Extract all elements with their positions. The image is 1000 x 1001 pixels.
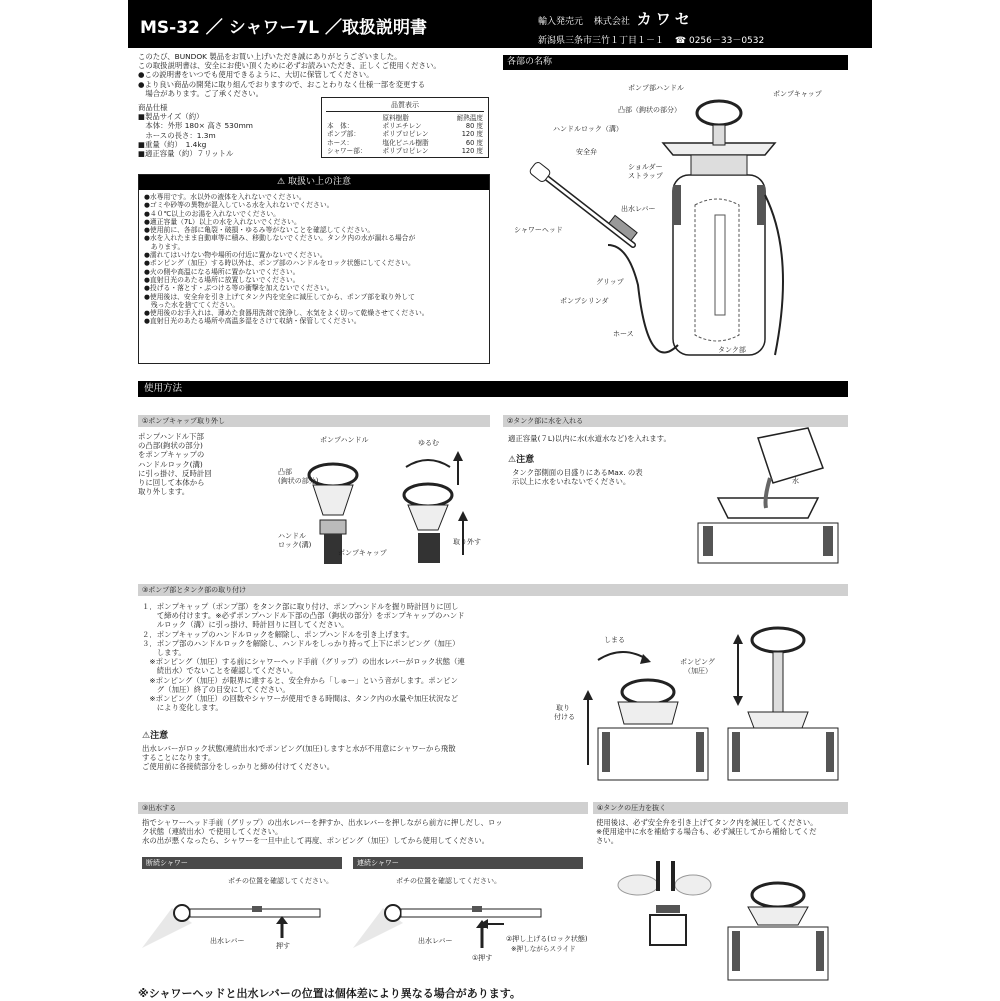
list-item: ●適正容量（7L）以上の水を入れないでください。 <box>144 217 301 226</box>
label-pump-cylinder: ポンプシリンダ <box>560 297 609 305</box>
table-row: 本 体： ポリエチレン 80 度 <box>327 122 483 131</box>
table-row: ホース： 塩化ビニル樹脂 60 度 <box>327 138 483 147</box>
step1-label-lock-2: ロック(溝) <box>278 541 312 549</box>
spec-line: ホースの長さ：1.3m <box>138 130 216 140</box>
step3-label-attach-1: 取り <box>556 704 570 712</box>
step3-label-pumping-2: （加圧） <box>684 667 712 675</box>
intro-line: ●この説明書をいつでも使用できるように、大切に保管してください。 <box>138 70 374 80</box>
list-item: ●使用前に、各部に亀裂・破損・ゆるみ等がないことを確認してください。 <box>144 226 375 235</box>
step2-title: ②タンク部に水を入れる <box>503 415 848 427</box>
step3-caution-title: ⚠注意 <box>142 731 169 741</box>
intro-text <box>138 52 498 98</box>
handling-caution-box <box>138 174 490 364</box>
step5-illustration <box>598 855 828 980</box>
step4-label-lever-2: 出水レバー <box>418 937 453 945</box>
step1-title: ①ポンプキャップ取り外し <box>138 415 490 427</box>
intro-line: ●より良い商品の開発に取り組んでおりますので、おことわりなく仕様一部を変更する <box>138 79 426 89</box>
step3-caution-text: 出水レバーがロック状態(連続出水)でポンピング(加圧)しますと水が不用意にシャワーから飛散 することになります。 ご使用前に各接続部分をしっかりと締め付けてください。 <box>142 744 456 772</box>
header-bar <box>128 0 872 48</box>
company-info <box>538 8 868 46</box>
manual-page <box>128 0 872 1000</box>
label-shoulder-strap-1: ショルダー <box>628 163 663 171</box>
list-item: ●投げる・落とす・ぶつける等の衝撃を加えないでください。 <box>144 284 334 293</box>
step3-title: ③ポンプ部とタンク部の取り付け <box>138 584 848 596</box>
step4-title: ③出水する <box>138 802 588 814</box>
label-safety-valve: 安全弁 <box>576 148 597 156</box>
column-resin: 原料樹脂 <box>382 114 409 122</box>
caution-heading: ⚠ 取扱い上の注意 <box>139 175 489 190</box>
label-lever: 出水レバー <box>621 205 656 213</box>
list-item: ●直射日光のあたる場所に放置しないでください。 <box>144 275 300 284</box>
step1-label-cap: ポンプキャップ <box>338 549 387 557</box>
rotate-arrow-icon <box>598 652 648 660</box>
company-prefix: 株式会社 <box>593 17 630 27</box>
table-row: ポンプ部： ポリプロピレン 120 度 <box>327 130 483 139</box>
parts-heading: 各部の名称 <box>503 55 848 70</box>
step1-label-loosen: ゆるむ <box>418 439 439 447</box>
step1-label-boss-1: 凸部 <box>278 468 292 476</box>
spec-line: 商品仕様 <box>138 103 168 112</box>
usage-heading: 使用方法 <box>138 381 848 397</box>
step3-label-tighten: しまる <box>604 636 625 644</box>
step4-illustration <box>142 888 582 968</box>
strap-buckle-left <box>673 185 681 225</box>
table-header-row <box>326 114 484 122</box>
steam-puff <box>618 875 658 895</box>
spec-line: ■製品サイズ（約） <box>138 112 204 122</box>
step2-label-water: 水 <box>792 477 799 485</box>
label-pump-cap: ポンプキャップ <box>773 90 822 98</box>
safety-valve-shape <box>656 905 680 913</box>
intro-line: 場合があります。ご了承ください。 <box>138 88 264 98</box>
tank-body <box>673 175 765 355</box>
label-handle-lock: ハンドルロック（溝） <box>553 125 623 133</box>
label-pump-handle: ポンプ部ハンドル <box>628 84 684 92</box>
table-row: シャワー部： ポリプロピレン 120 度 <box>327 146 483 155</box>
tank-opening-shape <box>718 498 818 518</box>
intro-line: このたび、BUNDOK 製品をお買い上げいただき誠にありがとうございました。 <box>138 52 402 61</box>
list-item: あります。 <box>144 242 185 251</box>
step4-label-push: 押す <box>276 942 290 950</box>
step5-text: 使用後は、必ず安全弁を引き上げてタンク内を減圧してください。 ※使用途中に水を補給する場合も、必ず減圧してから補給してくだ さい。 <box>596 818 818 846</box>
label-tank: タンク部 <box>718 346 746 354</box>
step1-label-boss-2: (鉤状の部分) <box>278 477 319 485</box>
spec-line: ■重量（約） 1.4kg <box>138 139 207 149</box>
spec-line: 本体：外形 180× 高さ 530mm <box>138 121 253 131</box>
company-address: 新潟県三条市三竹１丁目１－１ <box>538 36 665 46</box>
importer-label: 輸入発売元 <box>538 17 584 27</box>
quality-heading: 品質表示 <box>326 100 484 112</box>
list-item: ●火の側や高温になる場所に置かないでください。 <box>144 267 300 276</box>
document-title: MS-32 ／ シャワー7L ／取扱説明書 <box>140 18 427 38</box>
lever-shape <box>252 906 262 912</box>
step2-caution-title: ⚠注意 <box>508 455 535 465</box>
step1-label-handle: ポンプハンドル <box>320 436 369 444</box>
step1-label-remove: 取り外す <box>453 538 481 546</box>
list-item: ●水専用です。水以外の液体を入れないでください。 <box>144 193 306 201</box>
company-tel: ☎ 0256－33－0532 <box>674 36 765 46</box>
step4-text: 指でシャワーヘッド手前（グリップ）の出水レバーを押すか、出水レバーを押しながら前方に押しだし、ロッ ク状態（連続出水）で使用してください。 水の出が悪くなったら、シャワーを一旦中止して再度、ポンピング（加圧）してから使用してください。 <box>142 818 503 846</box>
intermittent-shower-bar: 断続シャワー <box>142 857 342 869</box>
water-jug-shape <box>758 428 823 483</box>
rotate-arrow-icon <box>406 460 450 467</box>
shoulder-strap-shape <box>765 195 783 355</box>
quality-table <box>321 97 489 158</box>
step5-title: ④タンクの圧力を抜く <box>593 802 848 814</box>
label-shower-head: シャワーヘッド <box>514 226 563 234</box>
step2-text: 適正容量(７L)以内に水(水道水など)を入れます。 <box>508 434 671 443</box>
column-heat: 耐熱温度 <box>456 114 483 122</box>
step3-text: １．ポンプキャップ（ポンプ部）をタンク部に取り付け、ポンプハンドルを握り時計回りに回し て締め付けます。※必ずポンプハンドル下部の凸部（鉤状の部分）をポンプキャップのハンド ルロック（溝）に引っ掛け、時計回りに回してください。 ２．ポンプキャップのハンドルロックを解除し、ポンプハンドルを引き上げます。 ３．ポンプ部のハンドルロックを解除し、ハンドルをしっかり持って上下にポンピング（加圧） します。 ※ポンピング（加圧）する前にシャワーヘッド手前（グリップ）の出水レバーがロック状態（連 続出水）でないことを確認してください。 ※ポンピング（加圧）が限界に達すると、安全弁から「しゅー」という音がします。ポンピン グ（加圧）終了の目安にしてください。 ※ポンピング（加圧）の回数やシャワーが使用できる時間は、タンク内の水量や加圧状況など により変化します。 <box>142 602 465 713</box>
pump-handle-shape <box>697 101 741 125</box>
list-item: ●水を入れたまま自動車等に積み、移動しないでください。タンク内の水が漏れる場合が <box>144 234 416 243</box>
list-item: ●濡れてはいけない物や場所の付近に置かないでください。 <box>144 251 327 260</box>
continuous-shower-bar: 連続シャワー <box>353 857 583 869</box>
step2-illustration <box>688 428 848 563</box>
list-item: ●４０℃以上のお湯を入れないでください。 <box>144 209 280 218</box>
step4-label-lever: 出水レバー <box>210 937 245 945</box>
list-item: 残った水を捨ててください。 <box>144 300 240 309</box>
list-item: ●直射日光のあたる場所や高温多湿をさけて収納・保管してください。 <box>144 317 361 326</box>
step4-label-push-up: ②押し上げる(ロック状態) <box>506 935 588 943</box>
strap-buckle-right <box>757 185 765 225</box>
check-position-text: ポチの位置を確認してください。 <box>396 877 501 885</box>
label-boss: 凸部（鉤状の部分） <box>618 106 681 114</box>
step1-text: ポンプハンドル下部 の凸部(鉤状の部分) をポンプキャップの ハンドルロック(溝) に引っ掛け、反時計回 りに回して本体から 取り外します。 <box>138 432 212 497</box>
label-hose: ホース <box>613 330 634 338</box>
step2-caution-text: タンク部側面の目盛りにあるMax. の表 示以上に水をいれないでください。 <box>512 468 643 487</box>
list-item: ●ゴミや砂等の異物が混入している水を入れないでください。 <box>144 201 334 210</box>
list-item: ●ポンピング（加圧）する時以外は、ポンプ部のハンドルをロック状態にしてください。 <box>144 259 415 268</box>
step4-label-push1: ①押す <box>472 954 493 962</box>
list-item: ●使用後は、安全弁を引き上げてタンク内を完全に減圧してから、ポンプ部を取り外して <box>144 292 415 301</box>
fingers-shape <box>658 861 673 891</box>
label-shoulder-strap-2: ストラップ <box>628 172 663 180</box>
shower-head-shape <box>174 905 190 921</box>
step4-label-slide: ※押しながらスライド <box>511 945 576 953</box>
company-logo: カワセ <box>636 10 694 28</box>
check-position-text: ポチの位置を確認してください。 <box>228 877 333 885</box>
step3-label-attach-2: 付ける <box>554 713 575 721</box>
step3-label-pumping-1: ポンピング <box>680 658 715 666</box>
product-spec <box>138 103 318 158</box>
intro-line: この取扱説明書は、安全にお使い頂くために必ずお読みいただき、正しくご使用ください。 <box>138 61 441 71</box>
spec-line: ■適正容量（約）７リットル <box>138 149 234 159</box>
bottom-note: ※シャワーヘッドと出水レバーの位置は個体差により異なる場合があります。 <box>138 987 521 1000</box>
list-item: ●使用後のお手入れは、薄めた食器用洗剤で洗浄し、水気をよく切って乾燥させてください。 <box>144 309 429 318</box>
step3-illustration <box>588 620 848 780</box>
step1-label-lock-1: ハンドル <box>278 532 306 540</box>
label-grip: グリップ <box>596 278 624 286</box>
